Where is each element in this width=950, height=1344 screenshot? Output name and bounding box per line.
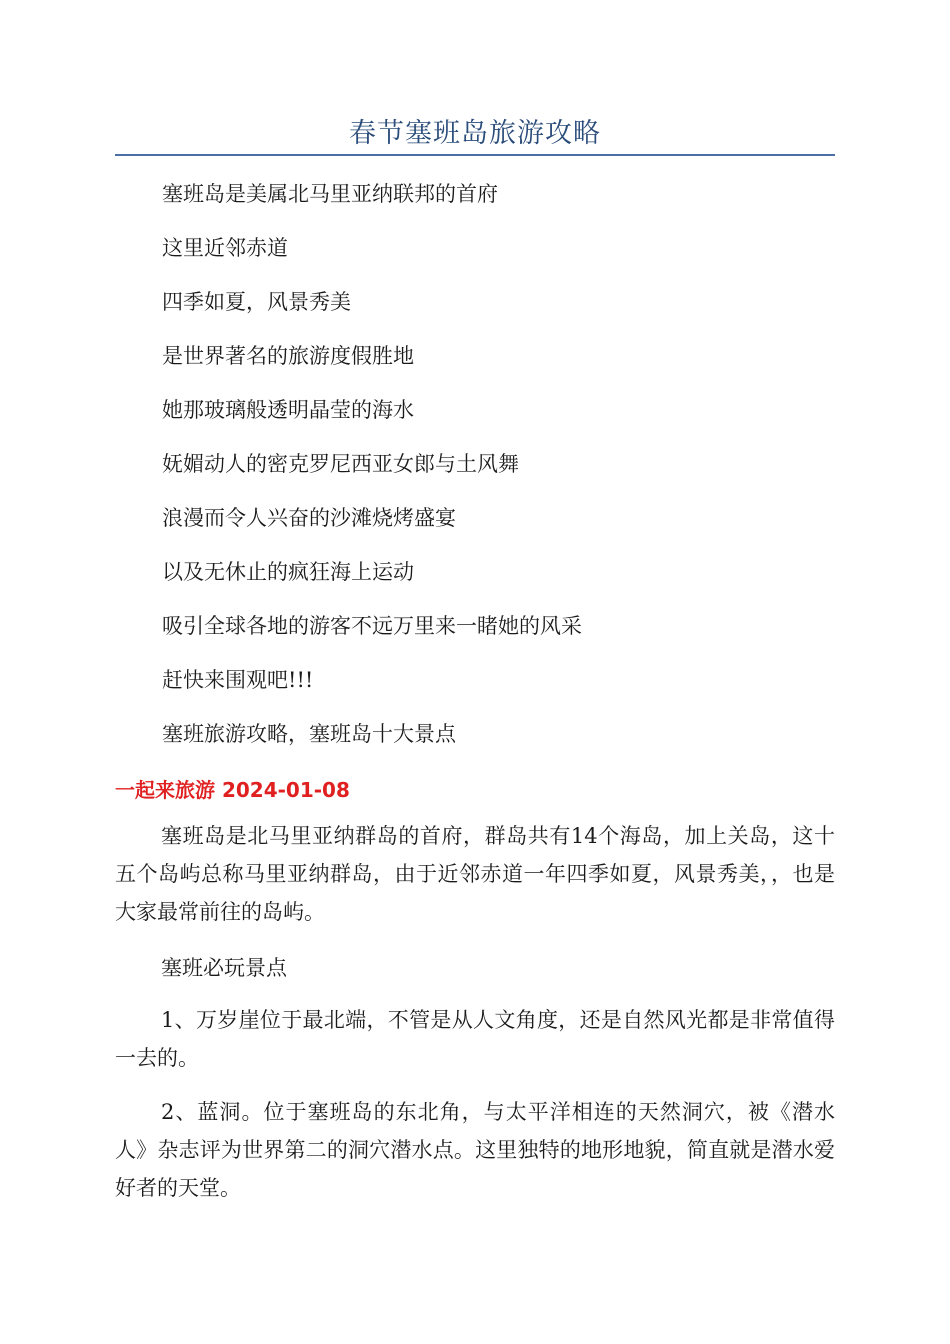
author-date-byline: 一起来旅游 2024-01-08 bbox=[115, 778, 350, 802]
title-divider bbox=[115, 154, 835, 156]
section-heading: 塞班必玩景点 bbox=[161, 956, 287, 980]
intro-line: 是世界著名的旅游度假胜地 bbox=[162, 344, 414, 368]
intro-line: 赶快来围观吧!!! bbox=[162, 668, 314, 692]
intro-line: 吸引全球各地的游客不远万里来一睹她的风采 bbox=[162, 614, 582, 638]
intro-line: 浪漫而令人兴奋的沙滩烧烤盛宴 bbox=[162, 506, 456, 530]
body-paragraph: 2、蓝洞。位于塞班岛的东北角，与太平洋相连的天然洞穴，被《潜水人》杂志评为世界第二的洞穴潜水点。这里独特的地形地貌，简直就是潜水爱好者的天堂。 bbox=[115, 1100, 835, 1200]
intro-line: 塞班岛是美属北马里亚纳联邦的首府 bbox=[162, 182, 498, 206]
intro-line: 塞班旅游攻略，塞班岛十大景点 bbox=[162, 722, 456, 746]
intro-line: 这里近邻赤道 bbox=[162, 236, 288, 260]
body-paragraph: 1、万岁崖位于最北端，不管是从人文角度，还是自然风光都是非常值得一去的。 bbox=[115, 1008, 835, 1070]
intro-line: 四季如夏，风景秀美 bbox=[162, 290, 351, 314]
intro-lines bbox=[162, 176, 582, 770]
page-title: 春节塞班岛旅游攻略 bbox=[349, 118, 601, 149]
body-paragraph: 塞班岛是北马里亚纳群岛的首府，群岛共有14个海岛，加上关岛，这十五个岛屿总称马里亚纳群岛，由于近邻赤道一年四季如夏，风景秀美，，也是大家最常前往的岛屿。 bbox=[115, 824, 835, 924]
intro-line: 以及无休止的疯狂海上运动 bbox=[162, 560, 414, 584]
intro-line: 妩媚动人的密克罗尼西亚女郎与土风舞 bbox=[162, 452, 519, 476]
intro-line: 她那玻璃般透明晶莹的海水 bbox=[162, 398, 414, 422]
